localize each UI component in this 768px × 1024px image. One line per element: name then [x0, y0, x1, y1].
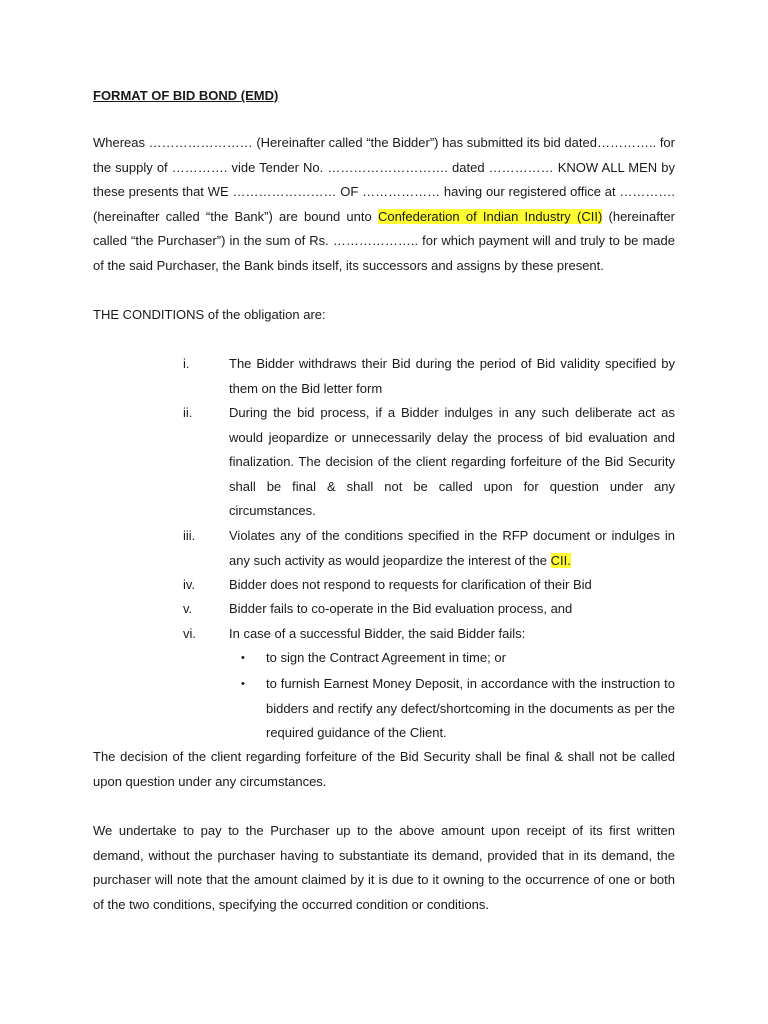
undertaking-paragraph: We undertake to pay to the Purchaser up to the above amount upon receipt of its first written demand, without the purchaser having to substantiate its demand, provided that in its demand, the purchaser will note that the amount claimed by it is due to it owning to the occurrence of one or both of the two conditions, specifying the occurred condition or conditions. [93, 823, 675, 912]
conditions-intro: THE CONDITIONS of the obligation are: [93, 307, 326, 322]
condition-number: v. [183, 601, 193, 616]
opening-text-a: Whereas …………………… (Hereinafter called “the Bidder”) has submitted its bid dated………….. for the supply of …………. vide Tender No. ………………………. dated …………… KNOW ALL MEN by these presents that WE …………………… OF ……………… having our registered office at …………. (hereinafter called “the Bank”) are bound unto [93, 135, 675, 224]
condition-text: During the bid process, if a Bidder indulges in any such deliberate act as would jeopardize or unnecessarily delay the process of bid evaluation and finalization. The decision of the client regarding forfeiture of the Bid Security shall be final & shall not be called upon for question under any circumstances. [229, 405, 675, 518]
decision-paragraph: The decision of the client regarding forfeiture of the Bid Security shall be final & shall not be called upon question under any circumstances. [93, 749, 675, 789]
highlight-cii-name: Confederation of Indian Industry (CII) [377, 208, 603, 224]
document-title: FORMAT OF BID BOND (EMD) [93, 88, 279, 103]
condition-text: Bidder fails to co-operate in the Bid evaluation process, and [229, 601, 573, 616]
highlight-cii-short: CII. [550, 552, 571, 568]
condition-number: iv. [183, 577, 196, 592]
condition-number: iii. [183, 528, 196, 543]
sub-item-text: to furnish Earnest Money Deposit, in accordance with the instruction to bidders and rectify any defect/shortcoming in the documents as per the required guidance of the Client. [266, 676, 675, 740]
condition-text [229, 524, 675, 573]
condition-number: vi. [183, 626, 196, 641]
opening-text-b: (hereinafter called “the Purchaser”) in the sum of Rs. ……………….. for which payment will and truly to be made of the said Purchaser, the Bank binds itself, its successors and assigns by these present. [93, 208, 675, 273]
condition-text-a: Violates any of the conditions specified in the RFP document or indulges in any such activity as would jeopardize the interest of the [229, 528, 675, 568]
condition-number: i. [183, 356, 190, 371]
condition-text: The Bidder withdraws their Bid during the period of Bid validity specified by them on the Bid letter form [229, 356, 675, 396]
opening-paragraph [93, 131, 675, 278]
condition-text: In case of a successful Bidder, the said Bidder fails: [229, 626, 526, 641]
condition-text: Bidder does not respond to requests for clarification of their Bid [229, 577, 592, 592]
condition-number: ii. [183, 405, 193, 420]
bullet-icon: • [241, 652, 245, 664]
sub-item-text: to sign the Contract Agreement in time; or [266, 650, 506, 665]
bullet-icon: • [241, 678, 245, 690]
